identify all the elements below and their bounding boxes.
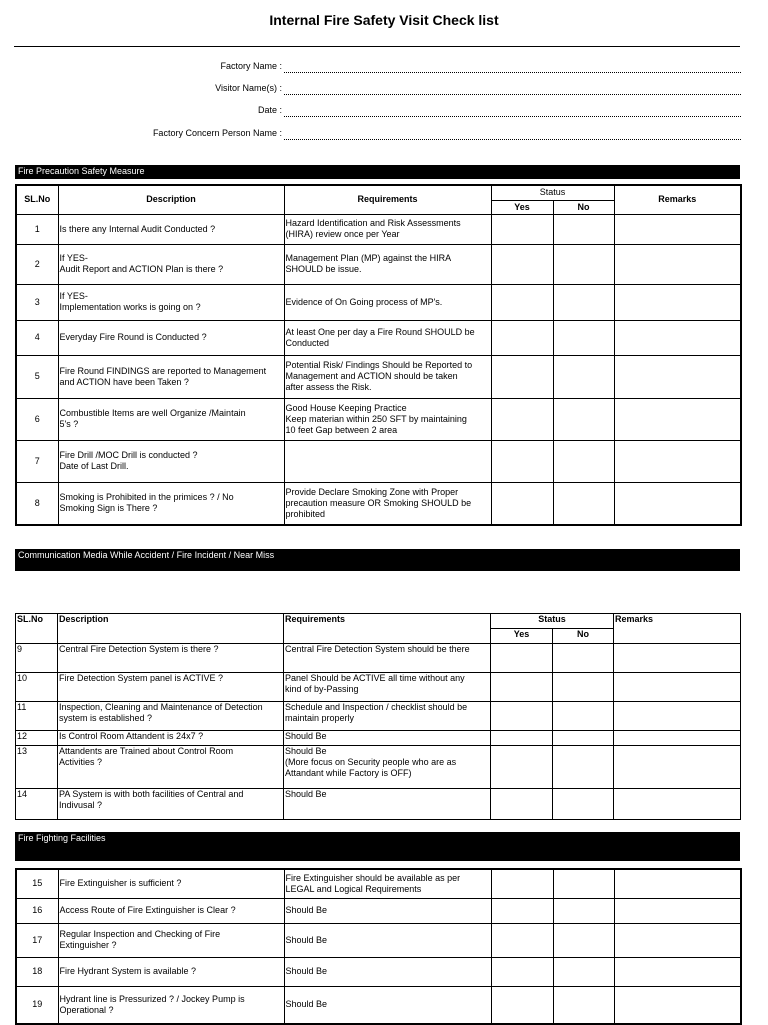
date-field[interactable] [284,116,741,117]
remarks-cell[interactable] [614,644,741,673]
table-row [16,986,741,1024]
communication-media-table [15,613,741,820]
row-requirements: Central Fire Detection System should be there [284,644,491,673]
status-no-cell[interactable] [553,355,614,398]
status-yes-cell[interactable] [491,644,553,673]
row-requirements: Should Be [284,923,491,957]
row-slno: 17 [16,923,58,957]
row-requirements: Should Be [284,731,491,746]
factory-name-row [0,59,768,77]
header-status: Status [491,185,614,200]
row-requirements: At least One per day a Fire Round SHOULD be Conducted [284,320,491,355]
status-no-cell[interactable] [553,440,614,482]
status-no-cell[interactable] [553,923,614,957]
status-yes-cell[interactable] [491,898,553,923]
status-no-cell[interactable] [553,986,614,1024]
row-slno: 1 [16,214,58,244]
row-requirements: Potential Risk/ Findings Should be Reported to Management and ACTION should be taken after assess the Risk. [284,355,491,398]
header-no: No [553,629,614,644]
row-description: Central Fire Detection System is there ? [58,644,284,673]
row-description: Combustible Items are well Organize /Maintain 5's ? [58,398,284,440]
status-no-cell[interactable] [553,731,614,746]
header-requirements: Requirements [284,614,491,644]
row-slno: 12 [16,731,58,746]
header-no: No [553,200,614,214]
status-yes-cell[interactable] [491,398,553,440]
row-requirements: Fire Extinguisher should be available as per LEGAL and Logical Requirements [284,869,491,898]
row-slno: 15 [16,869,58,898]
row-slno: 4 [16,320,58,355]
status-yes-cell[interactable] [491,923,553,957]
concern-person-row [0,126,768,144]
status-no-cell[interactable] [553,869,614,898]
remarks-cell[interactable] [614,789,741,820]
status-yes-cell[interactable] [491,957,553,986]
header-yes: Yes [491,200,553,214]
remarks-cell[interactable] [614,440,741,482]
header-status: Status [491,614,614,629]
status-yes-cell[interactable] [491,284,553,320]
status-no-cell[interactable] [553,244,614,284]
visitor-name-row [0,81,768,99]
status-yes-cell[interactable] [491,482,553,525]
row-description: Hydrant line is Pressurized ? / Jockey Pump is Operational ? [58,986,284,1024]
row-description: If YES- Implementation works is going on ? [58,284,284,320]
row-description: Fire Detection System panel is ACTIVE ? [58,673,284,702]
header-requirements: Requirements [284,185,491,214]
header-remarks: Remarks [614,185,741,214]
row-description: Fire Drill /MOC Drill is conducted ? Date of Last Drill. [58,440,284,482]
visitor-name-label: Visitor Name(s) : [215,83,282,93]
row-description: PA System is with both facilities of Central and Indivusal ? [58,789,284,820]
table-row [16,957,741,986]
table-row [16,398,741,440]
remarks-cell[interactable] [614,746,741,789]
row-slno: 9 [16,644,58,673]
status-yes-cell[interactable] [491,355,553,398]
table-row [16,440,741,482]
row-description: Everyday Fire Round is Conducted ? [58,320,284,355]
row-requirements [284,440,491,482]
visitor-name-field[interactable] [284,94,741,95]
row-requirements: Should Be [284,986,491,1024]
status-yes-cell[interactable] [491,702,553,731]
remarks-cell[interactable] [614,898,741,923]
row-requirements: Provide Declare Smoking Zone with Proper precaution measure OR Smoking SHOULD be prohibited [284,482,491,525]
table-row [16,284,741,320]
status-no-cell[interactable] [553,957,614,986]
status-yes-cell[interactable] [491,869,553,898]
status-yes-cell[interactable] [491,214,553,244]
status-no-cell[interactable] [553,214,614,244]
row-slno: 18 [16,957,58,986]
table-row [16,673,741,702]
row-slno: 14 [16,789,58,820]
row-requirements: Panel Should be ACTIVE all time without any kind of by-Passing [284,673,491,702]
row-description: Smoking is Prohibited in the primices ? / No Smoking Sign is There ? [58,482,284,525]
status-yes-cell[interactable] [491,320,553,355]
status-no-cell[interactable] [553,398,614,440]
row-description: Is there any Internal Audit Conducted ? [58,214,284,244]
table-row [16,731,741,746]
row-description: Inspection, Cleaning and Maintenance of Detection system is established ? [58,702,284,731]
document-title: Internal Fire Safety Visit Check list [269,12,499,28]
status-no-cell[interactable] [553,746,614,789]
table-row [16,702,741,731]
remarks-cell[interactable] [614,320,741,355]
status-yes-cell[interactable] [491,746,553,789]
row-description: Fire Hydrant System is available ? [58,957,284,986]
remarks-cell[interactable] [614,702,741,731]
row-slno: 8 [16,482,58,525]
row-slno: 6 [16,398,58,440]
header-slno: SL.No [16,185,58,214]
row-slno: 3 [16,284,58,320]
row-requirements: Good House Keeping Practice Keep materian within 250 SFT by maintaining 10 feet Gap between 2 area [284,398,491,440]
header-remarks: Remarks [614,614,741,644]
factory-name-label: Factory Name : [220,61,282,71]
status-yes-cell[interactable] [491,244,553,284]
row-slno: 11 [16,702,58,731]
row-description: If YES- Audit Report and ACTION Plan is there ? [58,244,284,284]
remarks-cell[interactable] [614,957,741,986]
row-requirements: Evidence of On Going process of MP's. [284,284,491,320]
remarks-cell[interactable] [614,398,741,440]
fire-precaution-table [15,184,742,526]
row-description: Is Control Room Attandent is 24x7 ? [58,731,284,746]
remarks-cell[interactable] [614,244,741,284]
section2-heading: Communication Media While Accident / Fire Incident / Near Miss [15,549,740,571]
remarks-cell[interactable] [614,284,741,320]
factory-name-field[interactable] [284,72,741,73]
row-requirements: Schedule and Inspection / checklist should be maintain properly [284,702,491,731]
row-description: Attandents are Trained about Control Room Activities ? [58,746,284,789]
table-row [16,746,741,789]
table-row [16,244,741,284]
remarks-cell[interactable] [614,355,741,398]
row-slno: 7 [16,440,58,482]
remarks-cell[interactable] [614,214,741,244]
row-description: Access Route of Fire Extinguisher is Clear ? [58,898,284,923]
concern-person-field[interactable] [284,139,741,140]
status-no-cell[interactable] [553,789,614,820]
date-label: Date : [257,105,282,115]
status-yes-cell[interactable] [491,673,553,702]
status-no-cell[interactable] [553,482,614,525]
remarks-cell[interactable] [614,923,741,957]
status-yes-cell[interactable] [491,789,553,820]
row-requirements: Management Plan (MP) against the HIRA SHOULD be issue. [284,244,491,284]
table-row [16,789,741,820]
section3-heading: Fire Fighting Facilities [15,832,740,861]
status-yes-cell[interactable] [491,986,553,1024]
status-no-cell[interactable] [553,320,614,355]
table-row [16,355,741,398]
row-requirements: Should Be [284,898,491,923]
status-no-cell[interactable] [553,673,614,702]
concern-person-label: Factory Concern Person Name : [152,128,282,138]
row-requirements: Should Be [284,789,491,820]
header-description: Description [58,185,284,214]
date-row [0,103,768,121]
status-no-cell[interactable] [553,898,614,923]
table-row [16,869,741,898]
row-description: Fire Round FINDINGS are reported to Management and ACTION have been Taken ? [58,355,284,398]
table-row [16,482,741,525]
status-yes-cell[interactable] [491,440,553,482]
remarks-cell[interactable] [614,731,741,746]
row-slno: 19 [16,986,58,1024]
table-row [16,214,741,244]
table-row [16,320,741,355]
row-slno: 2 [16,244,58,284]
table-row [16,644,741,673]
row-slno: 16 [16,898,58,923]
remarks-cell[interactable] [614,482,741,525]
header-description: Description [58,614,284,644]
remarks-cell[interactable] [614,986,741,1024]
header-yes: Yes [491,629,553,644]
row-description: Fire Extinguisher is sufficient ? [58,869,284,898]
title-rule [14,46,740,47]
status-no-cell[interactable] [553,702,614,731]
status-yes-cell[interactable] [491,731,553,746]
section1-heading: Fire Precaution Safety Measure [15,165,740,179]
header-slno: SL.No [16,614,58,644]
row-slno: 5 [16,355,58,398]
remarks-cell[interactable] [614,673,741,702]
row-requirements: Should Be (More focus on Security people who are as Attandant while Factory is OFF) [284,746,491,789]
fire-fighting-table [15,868,742,1025]
table-row [16,898,741,923]
row-slno: 13 [16,746,58,789]
status-no-cell[interactable] [553,284,614,320]
status-no-cell[interactable] [553,644,614,673]
row-description: Regular Inspection and Checking of Fire Extinguisher ? [58,923,284,957]
row-requirements: Should Be [284,957,491,986]
remarks-cell[interactable] [614,869,741,898]
row-slno: 10 [16,673,58,702]
table-row [16,923,741,957]
row-requirements: Hazard Identification and Risk Assessments (HIRA) review once per Year [284,214,491,244]
